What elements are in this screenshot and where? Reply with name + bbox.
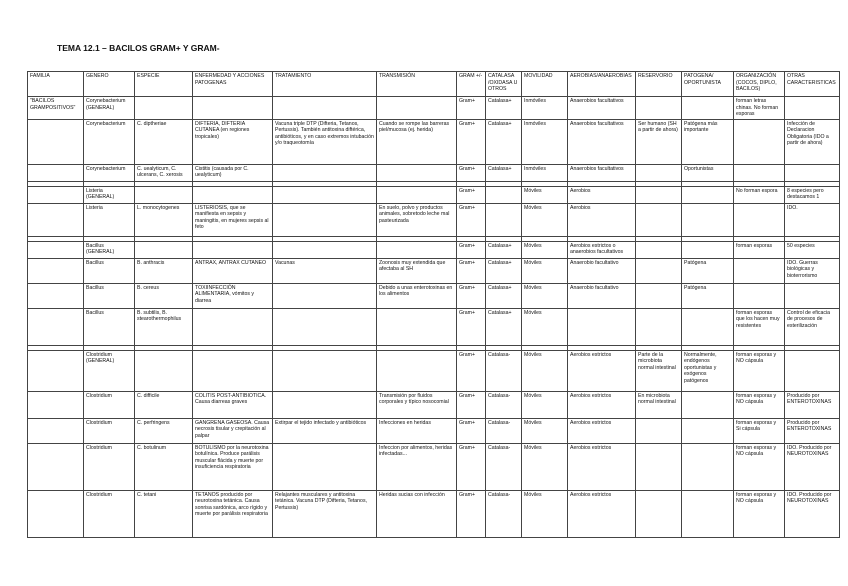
table-cell: Catalasa+ [486, 283, 522, 308]
table-cell: B. anthracis [135, 258, 193, 283]
table-cell: Gram+ [457, 283, 486, 308]
table-cell: Gram+ [457, 97, 486, 120]
table-row [28, 119, 840, 164]
table-cell [682, 241, 734, 258]
table-cell [273, 350, 377, 391]
table-cell: forman letras chinas. No forman esporas [734, 97, 785, 120]
table-cell [636, 490, 682, 537]
table-cell [785, 283, 840, 308]
table-cell: Aerobios estrictos [568, 350, 636, 391]
table-cell: DIFTERIA, DIFTERIA CUTANEA (en regiones tropicales) [193, 119, 273, 164]
table-cell: Infecciones en heridas [377, 418, 457, 443]
table-cell [135, 241, 193, 258]
table-cell: Catalasa- [486, 418, 522, 443]
table-cell [28, 241, 84, 258]
table-row [28, 350, 840, 391]
table-cell: C. perfringens [135, 418, 193, 443]
table-cell: Bacillus [84, 308, 135, 345]
table-cell [682, 443, 734, 490]
table-body [28, 97, 840, 538]
table-cell: forman esporas que los hacen muy resistentes [734, 308, 785, 345]
table-cell: Catalasa+ [486, 241, 522, 258]
table-cell: En suelo, polvo y productos animales, sobretodo leche mal pasteurizada [377, 203, 457, 236]
table-cell: Infeccion por alimentos, heridas infectadas... [377, 443, 457, 490]
table-cell: Aerobios estrictos [568, 391, 636, 418]
table-cell [273, 186, 377, 203]
table-cell: Catalasa- [486, 391, 522, 418]
col-header: FAMILIA [28, 72, 84, 97]
table-cell: Catalasa+ [486, 164, 522, 181]
col-header: ESPECIE [135, 72, 193, 97]
table-cell: Gram+ [457, 443, 486, 490]
table-cell [636, 203, 682, 236]
table-cell [734, 283, 785, 308]
table-cell: Móviles [522, 186, 568, 203]
table-cell [377, 97, 457, 120]
table-cell [377, 186, 457, 203]
table-row [28, 283, 840, 308]
table-cell: Bacillus (GENERAL) [84, 241, 135, 258]
table-cell [377, 350, 457, 391]
table-cell: Vacunas [273, 258, 377, 283]
col-header: CATALASA /OXIDASA U OTROS [486, 72, 522, 97]
table-cell: C. diptheriae [135, 119, 193, 164]
table-cell: Aerobios estrictos [568, 443, 636, 490]
col-header: ORGANIZACIÓN (COCOS, DIPLO, BACILOS) [734, 72, 785, 97]
table-cell [636, 258, 682, 283]
table-cell: Aerobios estrictos o anaerobios facultativos [568, 241, 636, 258]
table-cell [682, 391, 734, 418]
table-cell: Corynebacterium (GENERAL) [84, 97, 135, 120]
table-cell: Control de eficacia de procesos de esterilización [785, 308, 840, 345]
table-row [28, 258, 840, 283]
table-cell: Clostridium [84, 418, 135, 443]
table-cell: Cuando se rompe las barreras piel/mucosa (ej. herida) [377, 119, 457, 164]
table-cell: Móviles [522, 241, 568, 258]
table-cell: Gram+ [457, 350, 486, 391]
table-cell: Anaerobio facultativo [568, 258, 636, 283]
table-cell [682, 203, 734, 236]
table-cell: Clostridium [84, 490, 135, 537]
table-cell [273, 241, 377, 258]
table-cell [273, 203, 377, 236]
table-cell: IDO. [785, 203, 840, 236]
bacteria-table [27, 71, 840, 538]
table-cell: C. uealyticum, C. ulcerans, C. xerosis [135, 164, 193, 181]
col-header: ENFERMEDAD Y ACCIONES PATOGENAS [193, 72, 273, 97]
page-title: TEMA 12.1 – BACILOS GRAM+ Y GRAM- [57, 43, 220, 53]
table-cell: IDO. Guerras biológicas y bioterrorismo [785, 258, 840, 283]
table-cell [193, 97, 273, 120]
table-cell: Heridas sucias con infección [377, 490, 457, 537]
table-cell: Catalasa+ [486, 119, 522, 164]
table-cell: IDO. Producido por NEUROTOXINAS [785, 443, 840, 490]
table-cell [193, 350, 273, 391]
table-row [28, 203, 840, 236]
col-header: TRATAMIENTO [273, 72, 377, 97]
table-cell [273, 443, 377, 490]
table-cell: forman esporas y NO cápsula [734, 443, 785, 490]
table-cell: TETANOS producido por neurotoxina tetánica. Causa sonrisa sardónica, arco rígido y muerte por parálisis respiratoria [193, 490, 273, 537]
table-row [28, 443, 840, 490]
table-cell [273, 97, 377, 120]
table-cell: Anaerobios facultativos [568, 97, 636, 120]
table-cell [377, 164, 457, 181]
table-cell [785, 164, 840, 181]
table-cell: Anaerobio facultativo [568, 283, 636, 308]
table-cell: forman esporas y NO cápsula [734, 490, 785, 537]
table-row [28, 186, 840, 203]
table-cell: Anaerobios facultativos [568, 164, 636, 181]
table-cell: Móviles [522, 308, 568, 345]
table-cell: L. monocytogenes [135, 203, 193, 236]
col-header: OTRAS CARACTERISTICAS [785, 72, 840, 97]
table-cell: Gram+ [457, 490, 486, 537]
table-cell: En microbiota normal intestinal [636, 391, 682, 418]
header-row [28, 72, 840, 97]
table-cell [273, 283, 377, 308]
table-cell: Corynebacterium [84, 164, 135, 181]
table-row [28, 490, 840, 537]
table-cell [193, 186, 273, 203]
table-cell: ANTRAX, ANTRAX CUTANEO [193, 258, 273, 283]
table-cell: IDO. Producido por NEUROTOXINAS [785, 490, 840, 537]
col-header: PATOGENA/ OPORTUNISTA [682, 72, 734, 97]
table-cell [28, 391, 84, 418]
table-cell: forman esporas [734, 241, 785, 258]
table-cell [273, 391, 377, 418]
table-cell: Patógena [682, 258, 734, 283]
table-cell [568, 308, 636, 345]
table-cell [193, 241, 273, 258]
table-cell: Aerobios [568, 186, 636, 203]
table-cell: Gram+ [457, 164, 486, 181]
table-cell: Patógena más importante [682, 119, 734, 164]
table-cell [273, 164, 377, 181]
table-cell: Zoonosis muy extendida que afectaba al SH [377, 258, 457, 283]
table-cell: Listeria (GENERAL) [84, 186, 135, 203]
table-cell: 8 especies pero destacamos 1 [785, 186, 840, 203]
col-header: TRANSMISIÓN [377, 72, 457, 97]
table-cell: forman esporas y NO cápsula [734, 391, 785, 418]
table-cell: Gram+ [457, 203, 486, 236]
table-cell: Extirpar el tejido infectado y antibióticos [273, 418, 377, 443]
table-cell [734, 119, 785, 164]
table-cell: Transmisión por fluidos corporales y típico nosocomial [377, 391, 457, 418]
table-cell: Patógena [682, 283, 734, 308]
table-cell: Catalasa- [486, 350, 522, 391]
table-cell: Bacillus [84, 258, 135, 283]
table-cell: 50 especies [785, 241, 840, 258]
table-cell: COLITIS POST-ANTIBIOTICA. Causa diarreas graves [193, 391, 273, 418]
table-cell [636, 308, 682, 345]
table-cell: Cistitis (causada por C. uealyticum) [193, 164, 273, 181]
table-cell: Catalasa+ [486, 258, 522, 283]
table-cell: Catalasa+ [486, 97, 522, 120]
table-cell [682, 97, 734, 120]
table-cell [636, 164, 682, 181]
table-cell [28, 308, 84, 345]
table-cell: Móviles [522, 203, 568, 236]
table-cell [28, 203, 84, 236]
table-cell: forman esporas y Si cápsula [734, 418, 785, 443]
table-cell: Inmóviles [522, 97, 568, 120]
table-cell: Inmóviles [522, 164, 568, 181]
table-cell: Ser humano (SH a partir de ahora) [636, 119, 682, 164]
table-cell: C. tetani [135, 490, 193, 537]
table-cell: Catalasa- [486, 443, 522, 490]
table-cell: Móviles [522, 391, 568, 418]
table-cell: Listeria [84, 203, 135, 236]
table-cell: Móviles [522, 283, 568, 308]
table-cell: Móviles [522, 258, 568, 283]
table-cell: Gram+ [457, 241, 486, 258]
table-cell [28, 490, 84, 537]
col-header: MOVILIDAD [522, 72, 568, 97]
table-cell [135, 97, 193, 120]
table-cell [193, 308, 273, 345]
table-cell: C. difficile [135, 391, 193, 418]
table-cell: Bacillus [84, 283, 135, 308]
table-cell [135, 186, 193, 203]
table-cell: Oportunistas [682, 164, 734, 181]
table-cell: Anaerobios facultativos [568, 119, 636, 164]
table-cell: Clostridium (GENERAL) [84, 350, 135, 391]
table-cell [682, 186, 734, 203]
table-cell [28, 258, 84, 283]
table-cell: Gram+ [457, 418, 486, 443]
table-cell [377, 308, 457, 345]
table-cell [273, 308, 377, 345]
table-cell [636, 418, 682, 443]
table-cell: Gram+ [457, 119, 486, 164]
table-cell [636, 283, 682, 308]
table-cell [682, 418, 734, 443]
table-cell: Catalasa+ [486, 308, 522, 345]
table-cell: Corynebacterium [84, 119, 135, 164]
table-cell [636, 443, 682, 490]
table-cell: Catalasa- [486, 490, 522, 537]
col-header: AEROBIAS/ANAEROBIAS [568, 72, 636, 97]
table-cell [28, 283, 84, 308]
table-cell [734, 258, 785, 283]
table-cell [486, 203, 522, 236]
table-cell: Debido a unas enterotoxinas en los alimentos [377, 283, 457, 308]
table-cell: B. cereus [135, 283, 193, 308]
table-cell: Producido por ENTEROTOXINAS [785, 391, 840, 418]
table-cell [636, 241, 682, 258]
table-cell [28, 443, 84, 490]
table-cell: Móviles [522, 418, 568, 443]
table-cell: Gram+ [457, 186, 486, 203]
table-cell [785, 97, 840, 120]
table-cell [734, 203, 785, 236]
table-cell: Aerobios estrictos [568, 418, 636, 443]
table-cell: C. botulinum [135, 443, 193, 490]
table-cell [636, 97, 682, 120]
table-row [28, 418, 840, 443]
table-cell [28, 418, 84, 443]
table-cell: Clostridium [84, 391, 135, 418]
table-cell [486, 186, 522, 203]
table-cell: No forman espora [734, 186, 785, 203]
table-cell [377, 241, 457, 258]
table-cell: Móviles [522, 490, 568, 537]
table-cell [28, 350, 84, 391]
table-row [28, 391, 840, 418]
table-cell: Inmóviles [522, 119, 568, 164]
table-cell: Infección de Declaracion Obligatoria (IDO a partir de ahora) [785, 119, 840, 164]
col-header: GENERO [84, 72, 135, 97]
table-cell: Aerobios [568, 203, 636, 236]
table-cell: Normalmente, endógenos oportunistas y exógenos patógenos [682, 350, 734, 391]
table-cell: forman esporas y NO cápsula [734, 350, 785, 391]
table-cell: Clostridium [84, 443, 135, 490]
table-cell: LISTERIOSIS, que se manifiesta en sepsis y maningitis, en mujeres sepsis al feto [193, 203, 273, 236]
table-row [28, 241, 840, 258]
table-cell: "BACILOS GRAMPOSITIVOS" [28, 97, 84, 120]
table-cell: Aerobios estrictos [568, 490, 636, 537]
table-cell: Gram+ [457, 258, 486, 283]
table-row [28, 97, 840, 120]
table-cell: Producido por ENTEROTOXINAS [785, 418, 840, 443]
table-cell [785, 350, 840, 391]
table-cell [28, 119, 84, 164]
table-cell: TOXIINFECCIÓN ALIMENTARIA, vómitos y diarrea [193, 283, 273, 308]
table-cell [734, 164, 785, 181]
table-cell: GANGRENA GASEOSA. Causa necrosis tisular y crepitación al palpar [193, 418, 273, 443]
table-cell: B. subtilis, B. stearothermophilus [135, 308, 193, 345]
table-cell: Móviles [522, 443, 568, 490]
table-cell: Vacuna triple DTP (Difteria, Tetanos, Pertussis). También antitoxina diftérica, antibióticos, y en caso extremos intubación y/o traqueotomía [273, 119, 377, 164]
table-cell [28, 186, 84, 203]
table-row [28, 308, 840, 345]
table-cell [636, 186, 682, 203]
table-cell: Relajantes musculares y antitoxina tetánica. Vacuna DTP (Difteria, Tetanos, Pertussis) [273, 490, 377, 537]
table-cell: BOTULISMO por la neurotoxina botulínica. Produce parálisis muscular flácida y muerte por insuficiencia respiratoria [193, 443, 273, 490]
table-cell: Gram+ [457, 308, 486, 345]
table-row [28, 164, 840, 181]
col-header: RESERVORIO [636, 72, 682, 97]
table-cell: Móviles [522, 350, 568, 391]
table-cell [135, 350, 193, 391]
table-cell [682, 308, 734, 345]
table-cell [682, 490, 734, 537]
table-cell: Gram+ [457, 391, 486, 418]
table-cell: Parte de la microbiota normal intestinal [636, 350, 682, 391]
table-cell [28, 164, 84, 181]
col-header: GRAM +/- [457, 72, 486, 97]
